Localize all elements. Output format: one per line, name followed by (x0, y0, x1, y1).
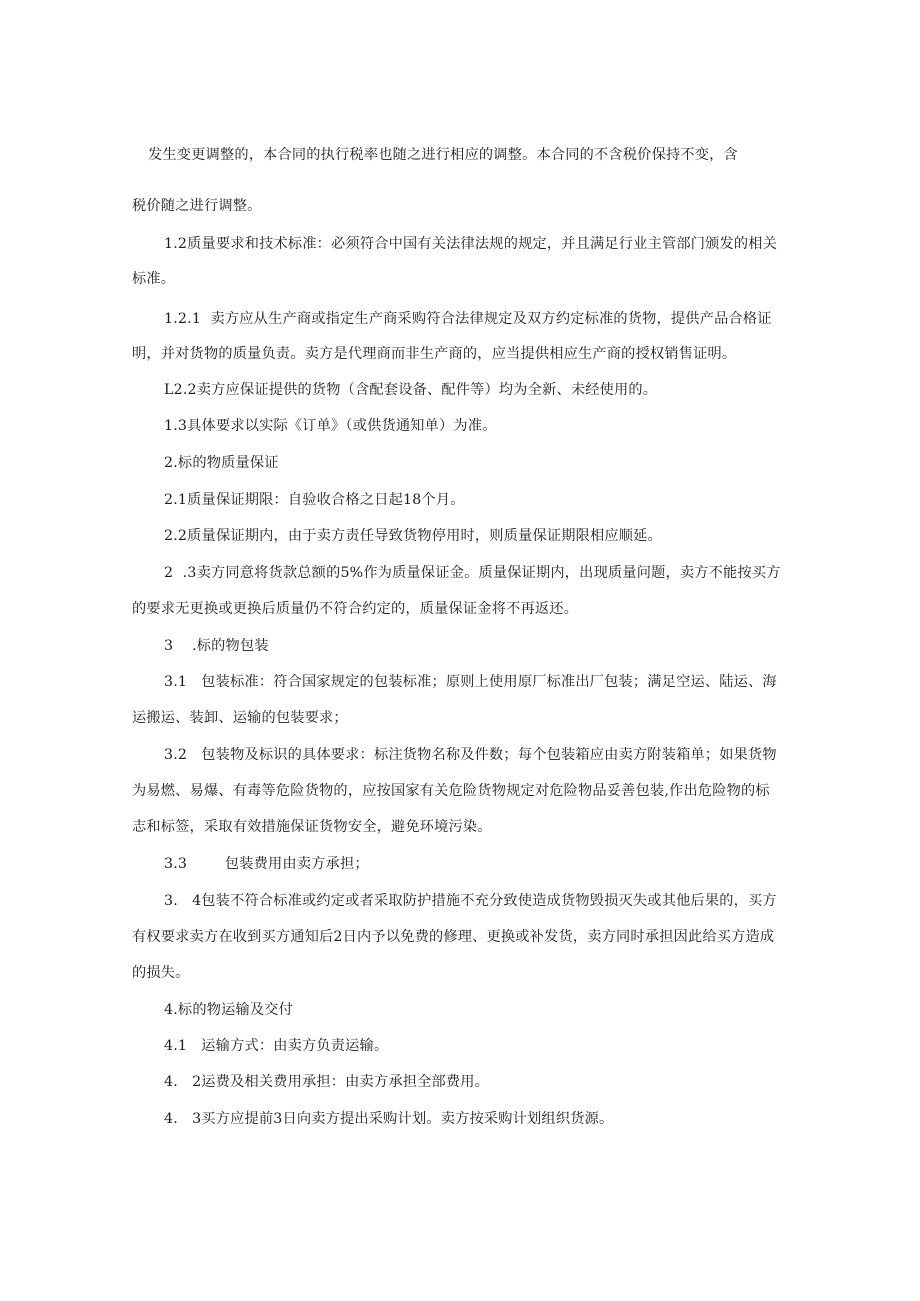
text-line: 的要求无更换或更换后质量仍不符合约定的，质量保证金将不再返还。 (132, 601, 579, 617)
text-line: 1.3具体要求以实际《订单》（或供货通知单）为准。 (164, 418, 497, 434)
text-line: 3.1 包装标准：符合国家规定的包装标准；原则上使用原厂标准出厂包装；满足空运、陆运、海 (164, 674, 777, 690)
text-line: 运搬运、装卸、运输的包装要求； (132, 710, 348, 726)
text-line: 志和标签，采取有效措施保证货物安全，避免环境污染。 (132, 819, 492, 835)
section-heading: 3 .标的物包装 (164, 638, 269, 654)
text-line: 2.1质量保证期限：自验收合格之日起18个月。 (164, 492, 465, 508)
text-line: 1.2质量要求和技术标准：必须符合中国有关法律法规的规定，并且满足行业主管部门颁发的相关 (164, 236, 778, 252)
text-line: 2.2质量保证期内，由于卖方责任导致货物停用时，则质量保证期限相应顺延。 (164, 528, 662, 544)
text-line: 4. 2运费及相关费用承担：由卖方承担全部费用。 (164, 1074, 490, 1090)
text-line: 明，并对货物的质量负责。卖方是代理商而非生产商的，应当提供相应生产商的授权销售证明。 (132, 346, 737, 362)
text-line: 的损失。 (132, 965, 190, 981)
text-line: 4. 3买方应提前3日向卖方提出采购计划。卖方按采购计划组织货源。 (164, 1111, 614, 1127)
text-line: 为易燃、易爆、有毒等危险货物的，应按国家有关危险货物规定对危险物品妥善包装,作出危险物的标 (132, 783, 770, 799)
text-line: 标准。 (132, 271, 176, 287)
section-heading: 4.标的物运输及交付 (164, 1002, 294, 1018)
text-line: 税价随之进行调整。 (132, 198, 262, 214)
text-line: 3. 4包装不符合标准或约定或者采取防护措施不充分致使造成货物毁损灭失或其他后果的，买方 (164, 893, 777, 909)
text-line: 3.3 包装费用由卖方承担； (164, 856, 369, 872)
text-line: 3.2 包装物及标识的具体要求：标注货物名称及件数；每个包装箱应由卖方附装箱单；如果货物 (164, 747, 777, 763)
text-line: 1.2.1 卖方应从生产商或指定生产商采购符合法律规定及双方约定标准的货物，提供产品合格证 (164, 311, 772, 327)
text-line: 4.1 运输方式：由卖方负责运输。 (164, 1038, 389, 1054)
text-line: 2 .3卖方同意将货款总额的5%作为质量保证金。质量保证期内，出现质量问题，卖方不能按买方 (164, 565, 781, 581)
section-heading: 2.标的物质量保证 (164, 455, 279, 471)
text-line: 有权要求卖方在收到买方通知后2日内予以免费的修理、更换或补发货，卖方同时承担因此给买方造成 (132, 929, 775, 945)
text-line: L2.2卖方应保证提供的货物（含配套设备、配件等）均为全新、未经使用的。 (164, 382, 658, 398)
text-line: 发生变更调整的，本合同的执行税率也随之进行相应的调整。本合同的不含税价保持不变，含 (148, 147, 738, 163)
